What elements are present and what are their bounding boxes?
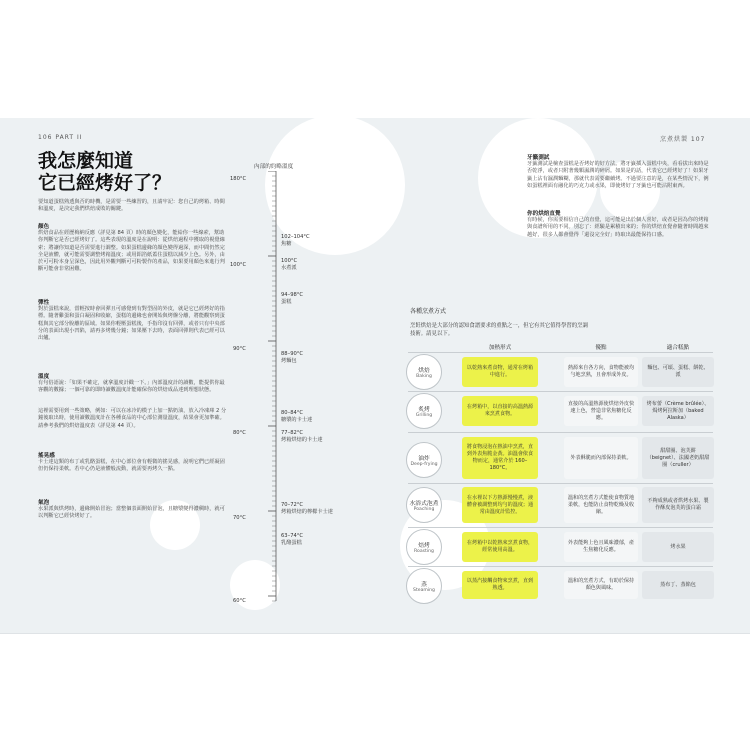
section-body: 有句俗語說：「如果不確定，就拿溫度計戳一下。」內部溫度計的讀數，能提供你最客觀的數據；一個可靠的即時讀數溫度計能確保你的烘焙成品達到理想狀態。	[38, 380, 225, 394]
foods-cell: 不夠成熟或者烘烤水果、製作酥皮泡芙的蛋白霜	[642, 487, 714, 523]
section-body: 有時候，你需要相信自己的直覺，這可能是出於個人喜好，或者是因為你的烤箱與食譜所用的不同。別忘了：經驗是累積出來的；你的烘焙直覺會隨著時間越來越好，很多人都會覺得「還沒完全好」時取出最能保持口感。	[527, 217, 709, 238]
method-badge: 油炸 Deep-frying	[406, 442, 442, 478]
heat-cell: 在烤箱中，以直接的高溫熱源來烹煮食物。	[462, 396, 538, 426]
section-body: 水果派與烘烤時，邊緣開始冒泡；當整個表面開始冒泡，且糖漿變得濃稠時，就可以判斷它已經快烤好了。	[38, 506, 225, 520]
intro-paragraph: 要知道蛋糕熟透與否的時機，是需要一些練習的，且請牢記：您自己的烤箱、時間和溫度，是決定我們烘焙成敗的關鍵。	[38, 199, 225, 213]
divider	[408, 432, 713, 433]
table-title: 各種烹煮方式	[410, 308, 447, 315]
tick-label: 70°C	[233, 515, 246, 521]
temp-annotation: 77–82°C 烤箱烘焙的卡士達	[281, 430, 323, 443]
foods-cell: 烤水果	[642, 532, 714, 562]
divider	[408, 527, 713, 528]
section-body: 這裡需要用到一些策略，例如：可以在冰冷的模子上加一點奶油，放入冷凍庫 2 分鐘後取出時，使用讀數溫度計在各種食品的中心部位測量溫度，結果會更加準確。請參考我們的烘焙溫度表（詳見第 44 頁）。	[38, 408, 227, 429]
section-heading: 你的烘焙直覺	[527, 211, 561, 217]
column-header: 適合糕點	[666, 345, 690, 351]
heat-cell: 將食物浸泡在熱油中烹煮，直到外表焦脆金黃。油溫會依食物而定，通常介於 160–180°C。	[462, 437, 538, 479]
folio-right: 烹煮烘製 107	[660, 136, 706, 143]
pros-cell: 外表酥脆而內部保持柔軟。	[564, 437, 638, 479]
method-badge: 烘焙 Baking	[406, 354, 442, 390]
tick-label: 80°C	[233, 430, 246, 436]
foods-cell: 蒸布丁、蒸餡包	[642, 571, 714, 599]
gauge-title: 內部的約略溫度	[254, 164, 294, 170]
heat-cell: 在烤箱中以乾熱來烹煮食物，經常使用高溫。	[462, 532, 538, 562]
section-heading: 溫度	[38, 374, 50, 380]
pros-cell: 溫和的烹煮方式能使食物質地柔軟，也能防止食物乾燥及收縮。	[564, 487, 638, 523]
heat-cell: 以乾熱來煮食物，通常在烤箱中進行。	[462, 357, 538, 387]
method-badge: 蒸 Steaming	[406, 568, 442, 604]
section-body: 卡士達這類的布丁或乳酪蛋糕，在中心部位會有輕微的搖晃感，說明它們已經凝固但仍保持柔軟。若中心仍是液體般流動，就需要再烤久一點。	[38, 459, 225, 473]
temp-annotation: 70–72°C 烤箱烘焙的檸檬卡士達	[281, 502, 333, 515]
tick-label: 100°C	[230, 262, 247, 268]
section-heading: 顏色	[38, 224, 50, 230]
column-header: 加熱形式	[488, 345, 512, 351]
section-heading: 牙籤測試	[527, 155, 550, 161]
section-body: 烘焙食品在經歷梅納反應（詳見第 84 頁）時的顏色變化，能給你一些線索，幫助你判斷它是否已經烤好了。這些表現的溫度是在說明：從烘焙過程中獲取的視覺線索；將讓你知道是否需要進行調整。如果蛋糕邊緣的顏色變得過深，而中間仍然完全是液體，就可能需要調整烤箱溫度；或用鋁箔紙蓋住蛋糕以減少上色。另外，由於可可粉本身呈深色，因此用外觀判斷可可粉製作的產品，如果要用顏色來進行判斷可能會非常困難。	[38, 230, 225, 273]
section-heading: 氣泡	[38, 500, 50, 506]
divider	[408, 352, 713, 353]
divider	[0, 633, 750, 634]
tick-marks	[268, 171, 276, 601]
temp-annotation: 94–98°C 蛋糕	[281, 292, 304, 305]
foods-cell: 甜甜圈、泡芙餅（beignet）、法國老奶甜甜圈（cruller）	[642, 437, 714, 479]
pros-cell: 外表能夠上色且風味濃郁，產生焦糖化反應。	[564, 532, 638, 562]
divider	[408, 391, 713, 392]
pros-cell: 熱源來自各方向，食物能被均勻地烹熟，且會形成外皮。	[564, 357, 638, 387]
pros-cell: 溫和的烹煮方式，有助於保持顏色與風味。	[564, 571, 638, 599]
folio-left: 106 PART II	[38, 134, 83, 141]
page-title: 我怎麼知道 它已經烤好了？	[38, 150, 172, 194]
method-badge: 焙烤 Roasting	[406, 529, 442, 565]
section-body: 牙籤測試是檢查蛋糕是否烤好的好方法。將牙籤插入蛋糕中央，看看拔出來時是否乾淨，或者只附著幾顆濕潤的碎屑。如果是的話，代表它已經烤好了！如果牙籤上沾有濕潤麵糊，那就代表需要繼續烤。不過要注意的是，在某些情況下，例如蛋糕裡面有融化的巧克力或水果，即使烤好了牙籤也可能沾附東西。	[527, 161, 709, 189]
temp-annotation: 63–74°C 乳酪蛋糕	[281, 533, 304, 546]
foods-cell: 烤布蕾（Crème brûlée）、焗烤阿拉斯加（baked Alaska）	[642, 396, 714, 426]
method-badge: 炙烤 Grilling	[406, 393, 442, 429]
method-badge: 水浴式泡煮 Poaching	[406, 487, 442, 523]
heat-cell: 在水裡以下方熱源慢慢煮，液體會被調整到均勻的溫度；通常由溫度計監控。	[462, 487, 538, 523]
divider	[408, 483, 713, 484]
tick-label: 90°C	[233, 346, 246, 352]
temp-annotation: 100°C 水煮派	[281, 258, 298, 271]
section-heading: 搖晃感	[38, 453, 55, 459]
heat-cell: 以蒸汽接觸食物來烹煮，直到熟透。	[462, 571, 538, 599]
tick-label: 60°C	[233, 598, 246, 604]
temp-annotation: 80–84°C 糖漿的卡士達	[281, 410, 313, 423]
table-intro: 烹飪烘焙是大部分的認知食譜要求的重點之一，但它有其它值得學習的烹調技術。請見以下。	[410, 323, 588, 337]
tick-label: 180°C	[230, 176, 247, 182]
column-header: 優點	[595, 345, 607, 351]
foods-cell: 麵包、可頌、蛋糕、餅乾、派	[642, 357, 714, 387]
section-heading: 彈性	[38, 300, 50, 306]
section-body: 對於蛋糕來說，當輕按時會回彈且可感覺到有對型固的外皮，就是它已經烤好的指標。隨著雞蛋和蛋白凝固和收縮，蛋糕的邊緣也會開始與烤盤分離，將能觀察到蛋糕與其它部分脫離的區域。如果你輕壓蛋糕後，手指印沒有回彈，或者只有中央部分的表面出現小凹陷，請再多烤幾分鐘；如果壓下去時，表面回彈則代表已經可以出爐。	[38, 306, 225, 342]
pros-cell: 直接的高溫熱源使烘焙外皮快速上色，營造非常焦糖化反應。	[564, 396, 638, 426]
divider	[408, 566, 713, 567]
temp-annotation: 88–90°C 烤麵包	[281, 351, 304, 364]
temp-annotation: 102–104°C 焦糖	[281, 234, 310, 247]
